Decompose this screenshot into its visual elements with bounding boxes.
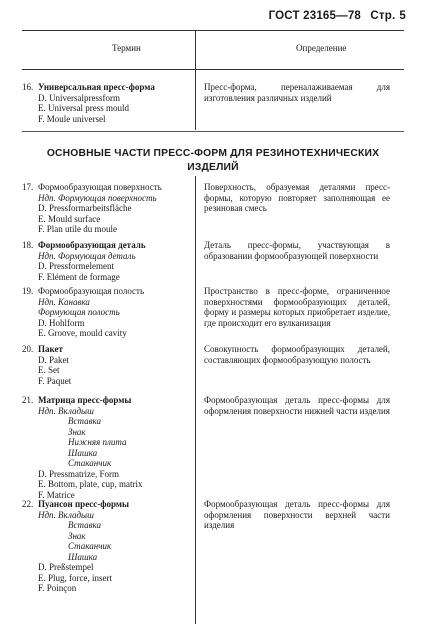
- entry-22-english: E. Plug, force, insert: [38, 572, 112, 583]
- entry-22-term: [22, 499, 188, 594]
- entry-22-number: 22.: [22, 499, 34, 509]
- table-header: [22, 30, 404, 70]
- entry-20-french: F. Paquet: [38, 375, 72, 386]
- entry-16-term: [22, 82, 188, 124]
- entry-20-number: 20.: [22, 344, 34, 354]
- column-divider-top: [195, 30, 196, 130]
- column-header-term: Термин: [112, 43, 141, 53]
- entry-19-not-recommended: Ндп. Канавка: [38, 296, 90, 307]
- entry-22-title: Пуансон пресс-формы: [38, 499, 130, 509]
- entry-21-french: F. Matrice: [38, 489, 75, 500]
- entry-20-german: D. Paket: [38, 354, 69, 365]
- entry-20-definition: Совокупность формообразующих деталей, составляющих формообразующую полость: [204, 344, 390, 365]
- standard-number: ГОСТ 23165—78: [268, 10, 362, 22]
- entry-19-title: Формообразующая полость: [38, 286, 145, 296]
- entry-17-german: D. Pressformarbeitsfläche: [38, 203, 132, 213]
- entry-17-number: 17.: [22, 182, 34, 192]
- entry-21-synonym-1: Вставка: [68, 416, 101, 426]
- entry-19-term: [22, 286, 188, 339]
- entry-18-french: F. Elément de formage: [38, 271, 120, 282]
- entry-18-term: [22, 240, 188, 282]
- column-divider-bottom: [195, 176, 196, 624]
- entry-20-english: E. Set: [38, 365, 60, 375]
- page-label: Стр.: [370, 10, 396, 22]
- entry-22-synonym-1: Вставка: [68, 520, 101, 530]
- entry-21-term: [22, 395, 188, 500]
- entry-17-term: [22, 182, 188, 235]
- entry-18-not-recommended: Ндп. Формующая деталь: [38, 250, 136, 261]
- entry-16-number: 16.: [22, 82, 34, 92]
- entry-21-not-recommended: Ндп. Вкладыш: [38, 405, 94, 416]
- entry-22-synonym-4: Шашка: [68, 551, 98, 562]
- entry-21-number: 21.: [22, 395, 34, 405]
- entry-18-german: D. Pressformelement: [38, 261, 114, 271]
- entry-21-synonym-3: Нижняя плита: [68, 437, 127, 447]
- entry-17-title: Формообразующая поверхность: [38, 182, 162, 192]
- entry-22-synonym-3: Стаканчик: [68, 541, 112, 551]
- entry-22-definition: Формообразующая деталь пресс-формы для оформления поверхности верхней части изделия: [204, 499, 390, 530]
- section-title: ОСНОВНЫЕ ЧАСТИ ПРЕСС-ФОРМ ДЛЯ РЕЗИНОТЕХНИЧЕСКИХ ИЗДЕЛИЙ: [46, 148, 380, 173]
- entry-17-definition: Поверхность, образуемая деталями пресс-формы, которую повторяет заполняющая ее резиновая смесь: [204, 182, 390, 213]
- entry-20-term: [22, 344, 188, 386]
- entry-16-english: E. Universal press mould: [38, 103, 129, 113]
- entry-19-english: E. Groove, mould cavity: [38, 328, 127, 338]
- entry-16-title: Универсальная пресс-форма: [38, 82, 155, 92]
- page-number: 5: [399, 10, 406, 22]
- entry-18-title: Формообразующая деталь: [38, 240, 146, 250]
- entry-17-english: E. Mould surface: [38, 213, 101, 224]
- entry-18-definition: Деталь пресс-формы, участвующая в образовании формообразующей поверхности: [204, 240, 390, 261]
- entry-21-definition: Формообразующая деталь пресс-формы для оформления поверхности нижней части изделия: [204, 395, 390, 416]
- entry-19-german: D. Hohlform: [38, 317, 85, 328]
- entry-21-title: Матрица пресс-формы: [38, 395, 132, 405]
- section-separator: [22, 131, 404, 132]
- entry-21-english: E. Bottom, plate, cup, matrix: [38, 479, 143, 489]
- page-header: [263, 10, 406, 22]
- entry-16-german: D. Universalpressform: [38, 92, 120, 103]
- entry-21-german: D. Pressmatrize, Form: [38, 468, 119, 479]
- entry-22-synonym-2: Знак: [68, 530, 86, 541]
- entry-17-not-recommended: Ндп. Формующая поверхность: [38, 192, 157, 203]
- entry-20-title: Пакет: [38, 344, 63, 354]
- entry-21-synonym-4: Шашка: [68, 447, 98, 458]
- entry-19-definition: Пространство в пресс-форме, ограниченное поверхностями формообразующих деталей, форму и размеры которых приобретает изделие, где происходит его вулканизация: [204, 286, 390, 328]
- column-header-definition: Определение: [296, 43, 347, 53]
- entry-19-number: 19.: [22, 286, 34, 296]
- entry-21-synonym-2: Знак: [68, 426, 86, 437]
- entry-16-definition: Пресс-форма, переналаживаемая для изготовления различных изделий: [204, 82, 390, 103]
- entry-22-french: F. Poinçon: [38, 583, 77, 593]
- entry-21-synonym-5: Стаканчик: [68, 458, 112, 468]
- entry-22-not-recommended: Ндп. Вкладыш: [38, 509, 94, 520]
- entry-19-not-recommended-2: Формующая полость: [38, 307, 120, 317]
- entry-22-german: D. Preßstempel: [38, 562, 94, 572]
- entry-18-number: 18.: [22, 240, 34, 250]
- entry-17-french: F. Plan utile du moule: [38, 224, 118, 234]
- entry-16-french: F. Moule universel: [38, 113, 106, 124]
